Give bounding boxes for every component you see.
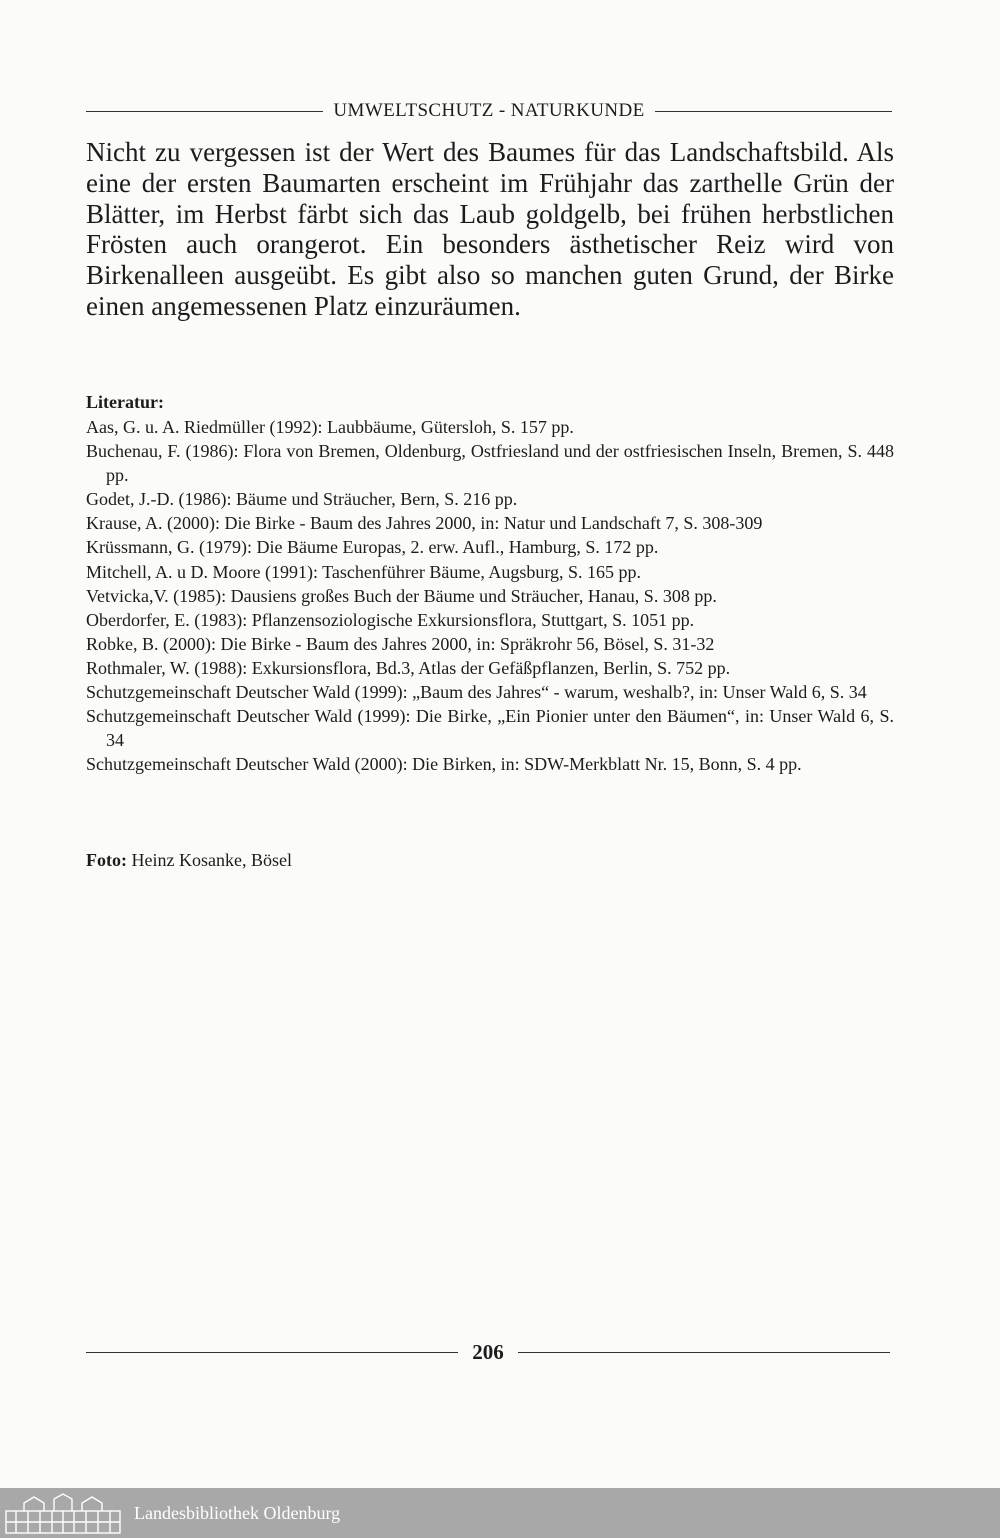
- page-number: 206: [472, 1340, 504, 1364]
- photo-credit-label: Foto:: [86, 850, 127, 870]
- page-footer: [86, 1340, 890, 1365]
- reference-item: Mitchell, A. u D. Moore (1991): Taschenführer Bäume, Augsburg, S. 165 pp.: [86, 561, 642, 582]
- reference-item: Robke, B. (2000): Die Birke - Baum des Jahres 2000, in: Spräkrohr 56, Bösel, S. 31-32: [86, 633, 715, 654]
- reference-item: Schutzgemeinschaft Deutscher Wald (2000): Die Birken, in: SDW-Merkblatt Nr. 15, Bonn, S. 4 pp.: [86, 754, 802, 775]
- reference-item: Oberdorfer, E. (1983): Pflanzensoziologische Exkursionsflora, Stuttgart, S. 1051 pp.: [86, 609, 695, 630]
- header-title: UMWELTSCHUTZ - NATURKUNDE: [333, 100, 645, 121]
- header-rule-left: [86, 111, 323, 112]
- literature-section: [86, 390, 894, 776]
- header-rule-right: [655, 111, 892, 112]
- photo-credit: [86, 848, 292, 872]
- footer-rule-right: [518, 1352, 890, 1353]
- literature-heading: Literatur:: [86, 392, 164, 412]
- reference-item: Buchenau, F. (1986): Flora von Bremen, Oldenburg, Ostfriesland und der ostfriesischen Inseln, Bremen, S. 448 pp.: [86, 441, 894, 486]
- reference-item: Schutzgemeinschaft Deutscher Wald (1999): Die Birke, „Ein Pionier unter den Bäumen“, in: Unser Wald 6, S. 34: [86, 706, 894, 751]
- reference-item: Godet, J.-D. (1986): Bäume und Sträucher, Bern, S. 216 pp.: [86, 489, 518, 510]
- library-building-icon: [2, 1491, 124, 1535]
- footer-rule-left: [86, 1352, 458, 1353]
- reference-list: [86, 415, 894, 776]
- body-paragraph: Nicht zu vergessen ist der Wert des Baumes für das Landschaftsbild. Als eine der ersten Baumarten erscheint im Frühjahr das zarthelle Grün der Blätter, im Herbst färbt sich das Laub goldgelb, bei frühen herbstlichen Frösten auch orangerot. Ein besonders ästhetischer Reiz wird von Birkenalleen ausgeübt. Es gibt also so manchen guten Grund, der Birke einen angemessenen Platz einzuräumen.: [86, 137, 894, 321]
- library-name: Landesbibliothek Oldenburg: [134, 1502, 341, 1523]
- photo-credit-text: Heinz Kosanke, Bösel: [131, 850, 292, 870]
- reference-item: Krüssmann, G. (1979): Die Bäume Europas, 2. erw. Aufl., Hamburg, S. 172 pp.: [86, 537, 659, 558]
- reference-item: Aas, G. u. A. Riedmüller (1992): Laubbäume, Gütersloh, S. 157 pp.: [86, 417, 574, 437]
- reference-item: Vetvicka,V. (1985): Dausiens großes Buch der Bäume und Sträucher, Hanau, S. 308 pp.: [86, 585, 717, 606]
- library-bar: [0, 1488, 1000, 1538]
- reference-item: Schutzgemeinschaft Deutscher Wald (1999): „Baum des Jahres“ - warum, weshalb?, in: Unser Wald 6, S. 34: [86, 682, 867, 703]
- reference-item: Krause, A. (2000): Die Birke - Baum des Jahres 2000, in: Natur und Landschaft 7, S. 308-309: [86, 513, 763, 534]
- running-header: [86, 100, 892, 122]
- reference-item: Rothmaler, W. (1988): Exkursionsflora, Bd.3, Atlas der Gefäßpflanzen, Berlin, S. 752 pp.: [86, 657, 731, 678]
